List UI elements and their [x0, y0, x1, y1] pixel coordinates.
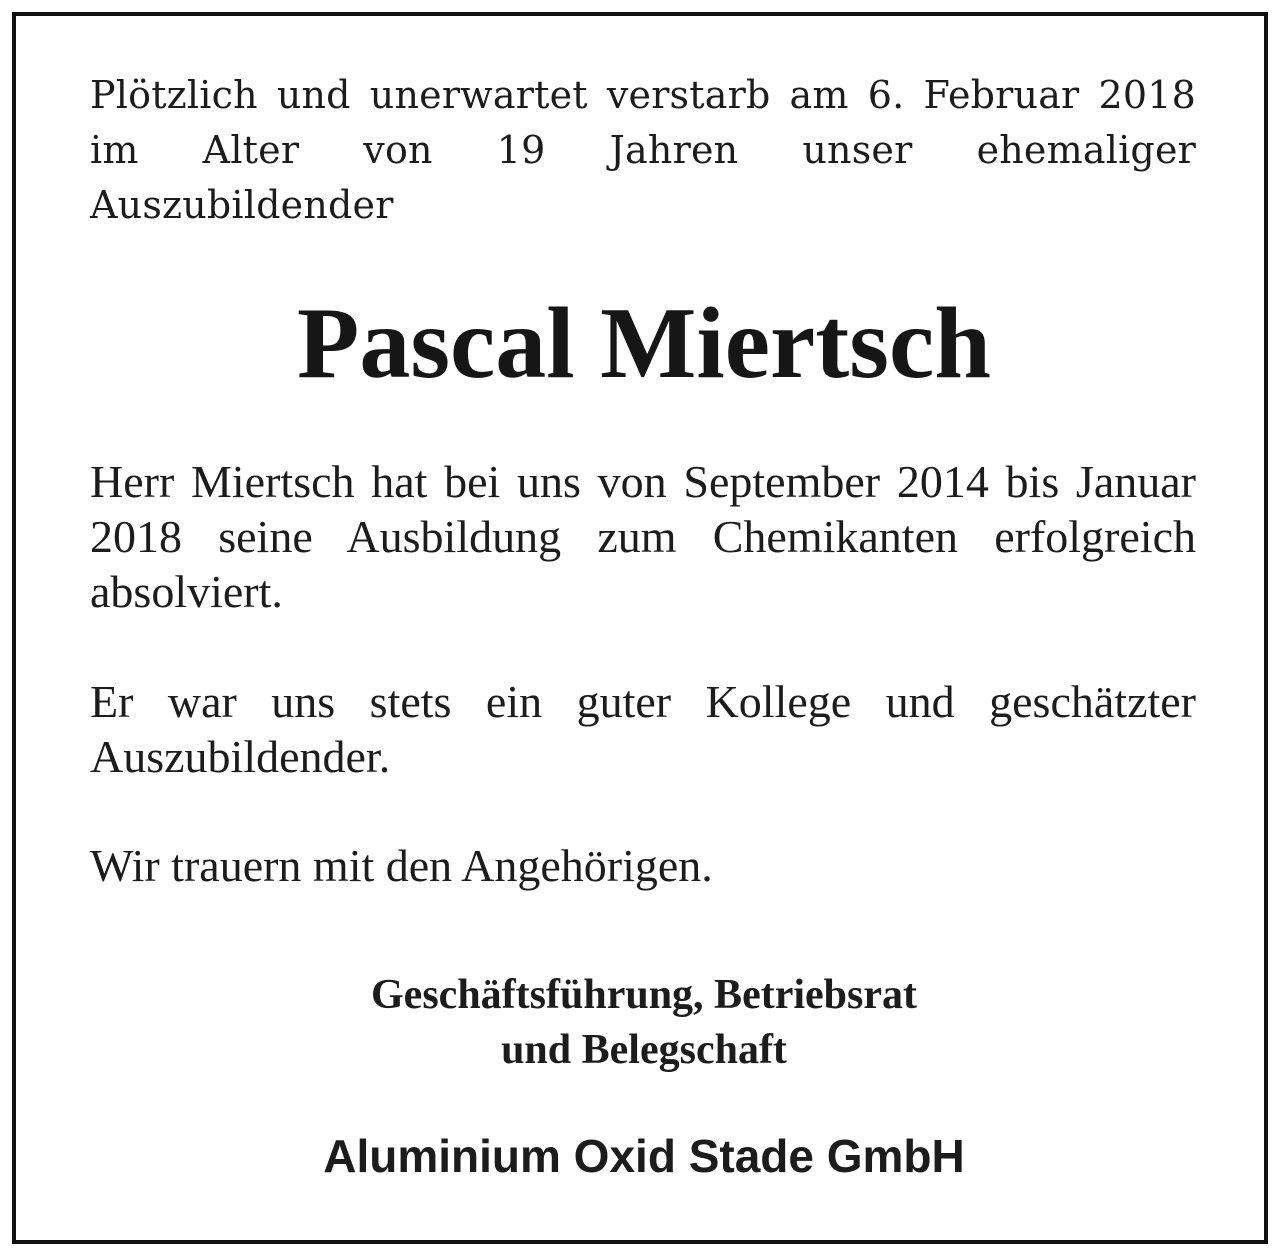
signers-line: und Belegschaft — [501, 1027, 787, 1073]
deceased-name: Pascal Miertsch — [297, 287, 991, 400]
intro-text: Plötzlich und unerwartet verstarb am 6. Februar 2018 im Alter von 19 Jahren unser ehemaliger Auszubildender — [90, 73, 1196, 227]
signers-block — [16, 968, 1272, 1078]
colleague-paragraph: Er war uns stets ein guter Kollege und geschätzter Auszubildender. — [90, 676, 1196, 782]
signers-line: Geschäftsführung, Betriebsrat — [371, 972, 917, 1018]
mourning-paragraph: Wir trauern mit den Angehörigen. — [90, 840, 713, 891]
obituary-notice — [12, 12, 1268, 1244]
company-name: Aluminium Oxid Stade GmbH — [323, 1130, 965, 1182]
career-paragraph: Herr Miertsch hat bei uns von September 2014 bis Januar 2018 seine Ausbildung zum Chemikanten erfolgreich absolviert. — [90, 456, 1196, 617]
